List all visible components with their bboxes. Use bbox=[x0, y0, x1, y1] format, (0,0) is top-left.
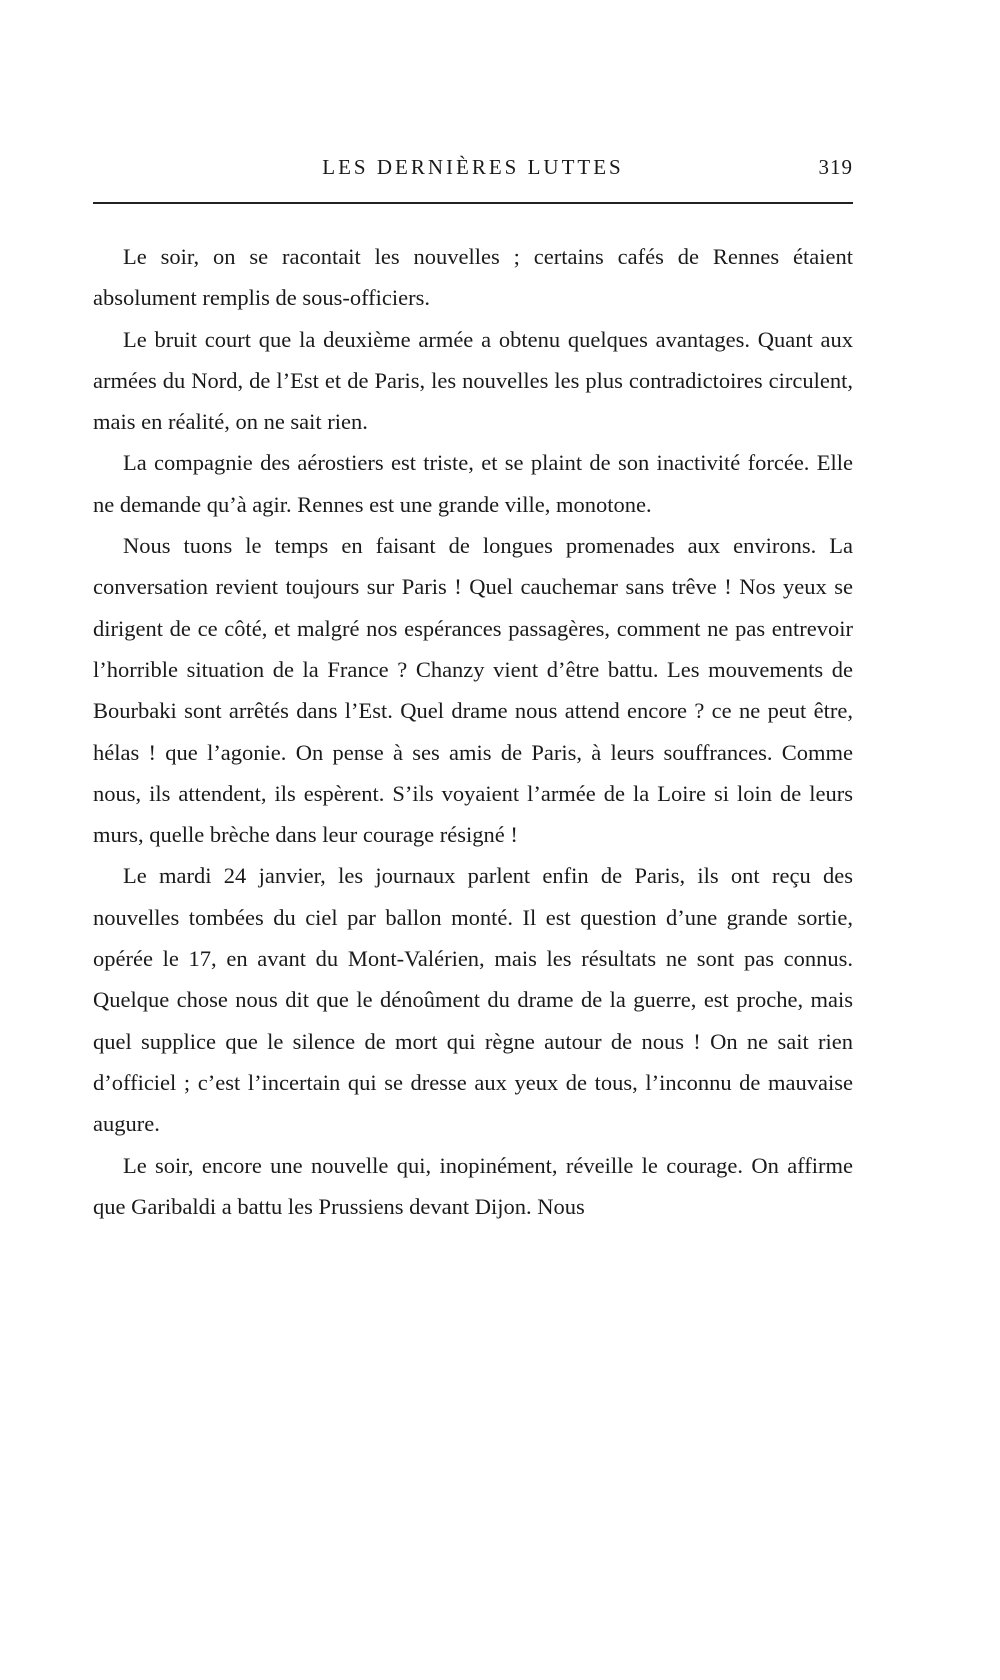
paragraph: La compagnie des aérostiers est triste, et se plaint de son inactivité forcée. Elle ne demande qu’à agir. Rennes est une grande ville, monotone. bbox=[93, 450, 853, 517]
paragraph: Le bruit court que la deuxième armée a obtenu quelques avantages. Quant aux armées du Nord, de l’Est et de Paris, les nouvelles les plus contradictoires circulent, mais en réalité, on ne sait rien. bbox=[93, 326, 853, 435]
running-title: LES DERNIÈRES LUTTES bbox=[322, 155, 624, 179]
paragraph: Le soir, encore une nouvelle qui, inopinément, réveille le courage. On affirme que Garibaldi a battu les Prussiens devant Dijon. Nous bbox=[93, 1152, 853, 1219]
body-text bbox=[93, 236, 853, 1227]
running-head bbox=[93, 152, 853, 182]
paragraph: Le soir, on se racontait les nouvelles ; certains cafés de Rennes étaient absolument remplis de sous-officiers. bbox=[93, 244, 853, 311]
page-number: 319 bbox=[818, 155, 853, 179]
paragraph: Le mardi 24 janvier, les journaux parlent enfin de Paris, ils ont reçu des nouvelles tombées du ciel par ballon monté. Il est question d’une grande sortie, opérée le 17, en avant du Mont-Valérien, mais les résultats ne sont pas connus. Quelque chose nous dit que le dénoûment du drame de la guerre, est proche, mais quel supplice que le silence de mort qui règne autour de nous ! On ne sait rien d’officiel ; c’est l’incertain qui se dresse aux yeux de tous, l’inconnu de mauvaise augure. bbox=[93, 863, 853, 1137]
paragraph: Nous tuons le temps en faisant de longues promenades aux environs. La conversation revient toujours sur Paris ! Quel cauchemar sans trêve ! Nos yeux se dirigent de ce côté, et malgré nos espérances passagères, comment ne pas entrevoir l’horrible situation de la France ? Chanzy vient d’être battu. Les mouvements de Bourbaki sont arrêtés dans l’Est. Quel drame nous attend encore ? ce ne peut être, hélas ! que l’agonie. On pense à ses amis de Paris, à leurs souffrances. Comme nous, ils attendent, ils espèrent. S’ils voyaient l’armée de la Loire si loin de leurs murs, quelle brèche dans leur courage résigné ! bbox=[93, 533, 853, 848]
header-rule bbox=[93, 202, 853, 204]
